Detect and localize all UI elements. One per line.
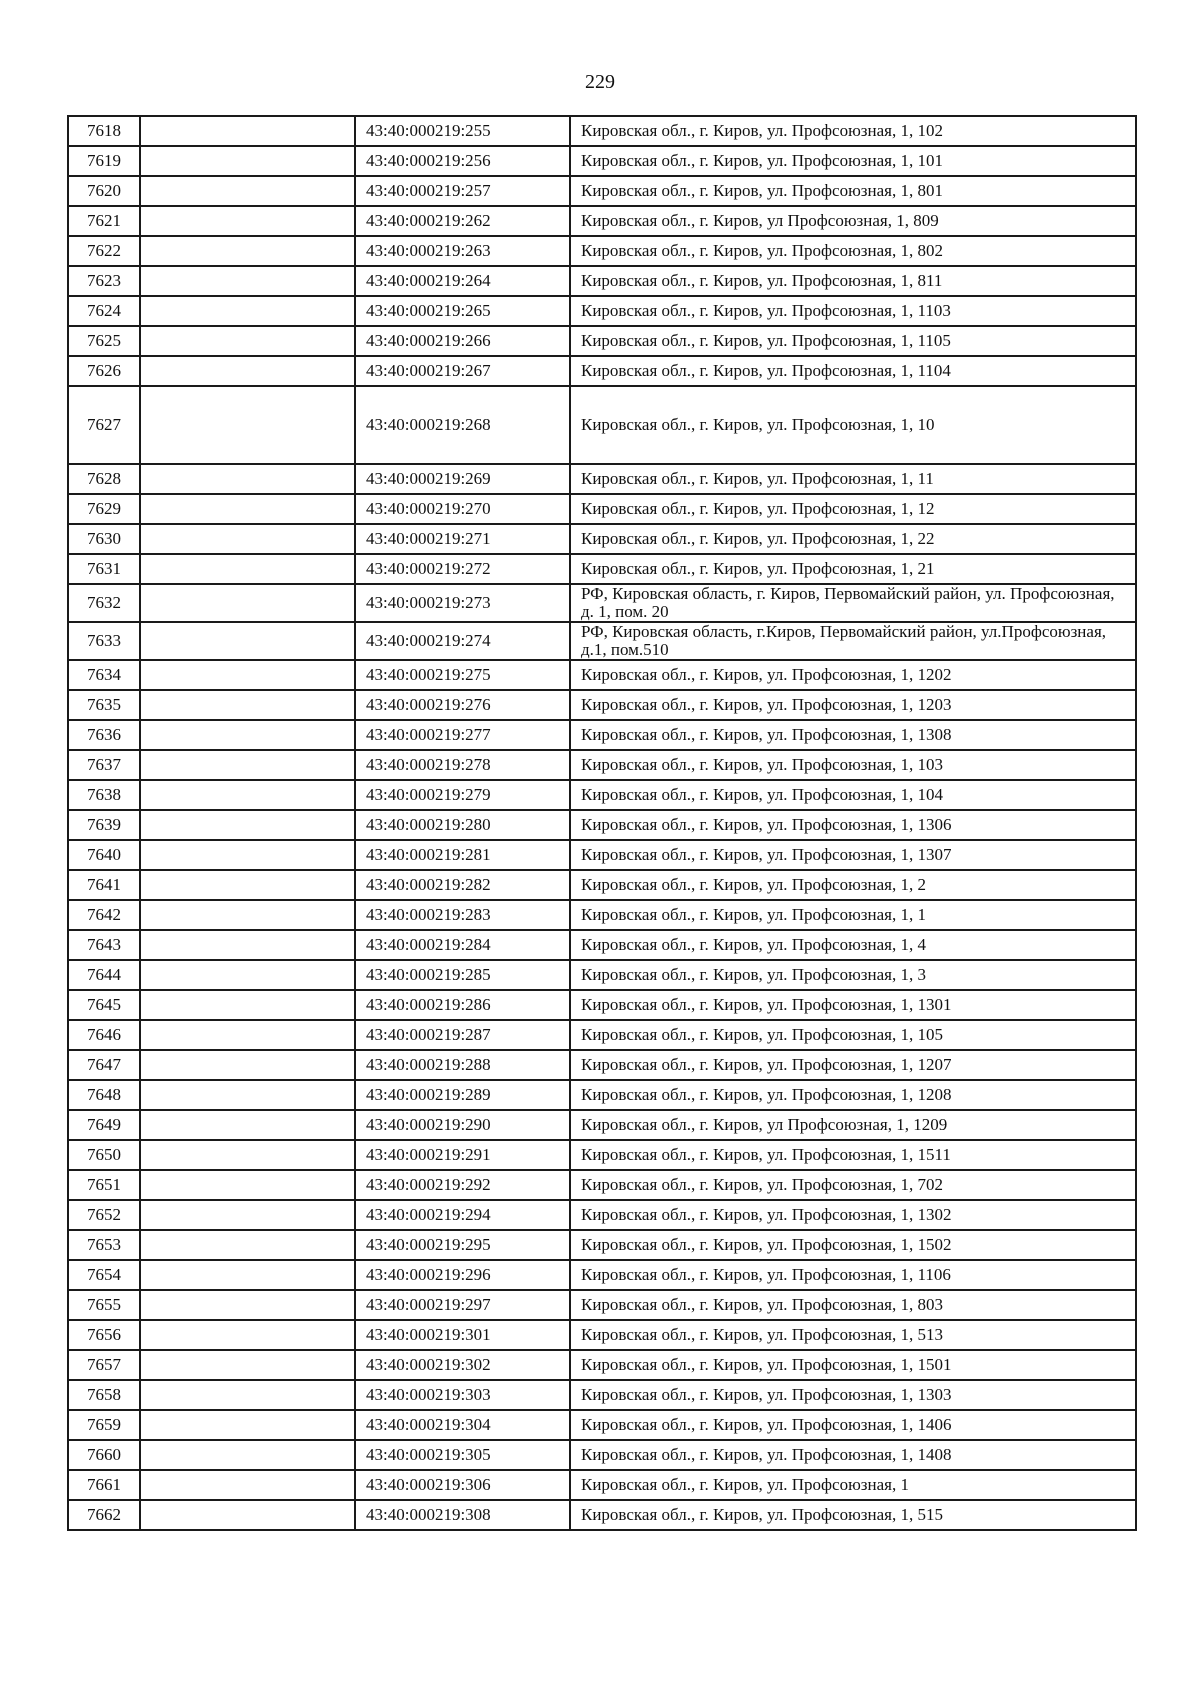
object-name-cell xyxy=(140,116,355,146)
address-cell: Кировская обл., г. Киров, ул. Профсоюзная, 1, 1306 xyxy=(570,810,1136,840)
address-cell: Кировская обл., г. Киров, ул. Профсоюзная, 1, 1502 xyxy=(570,1230,1136,1260)
row-number-cell: 7633 xyxy=(68,622,140,660)
object-name-cell xyxy=(140,990,355,1020)
cadastral-number-cell: 43:40:000219:273 xyxy=(355,584,570,622)
address-cell: Кировская обл., г. Киров, ул. Профсоюзная, 1, 1501 xyxy=(570,1350,1136,1380)
row-number-cell: 7655 xyxy=(68,1290,140,1320)
address-cell: Кировская обл., г. Киров, ул. Профсоюзная, 1, 702 xyxy=(570,1170,1136,1200)
cadastral-number-cell: 43:40:000219:286 xyxy=(355,990,570,1020)
registry-table-body xyxy=(68,116,1136,1530)
object-name-cell xyxy=(140,720,355,750)
cadastral-number-cell: 43:40:000219:279 xyxy=(355,780,570,810)
object-name-cell xyxy=(140,1440,355,1470)
object-name-cell xyxy=(140,1170,355,1200)
object-name-cell xyxy=(140,900,355,930)
row-number-cell: 7640 xyxy=(68,840,140,870)
address-cell: Кировская обл., г. Киров, ул. Профсоюзная, 1, 1208 xyxy=(570,1080,1136,1110)
row-number-cell: 7623 xyxy=(68,266,140,296)
object-name-cell xyxy=(140,1050,355,1080)
cadastral-number-cell: 43:40:000219:267 xyxy=(355,356,570,386)
table-row xyxy=(68,810,1136,840)
cadastral-number-cell: 43:40:000219:295 xyxy=(355,1230,570,1260)
address-cell: Кировская обл., г. Киров, ул. Профсоюзная, 1, 1105 xyxy=(570,326,1136,356)
table-row xyxy=(68,930,1136,960)
object-name-cell xyxy=(140,1080,355,1110)
table-row xyxy=(68,870,1136,900)
row-number-cell: 7630 xyxy=(68,524,140,554)
address-cell: Кировская обл., г. Киров, ул. Профсоюзная, 1, 803 xyxy=(570,1290,1136,1320)
table-row xyxy=(68,356,1136,386)
table-row xyxy=(68,1200,1136,1230)
row-number-cell: 7650 xyxy=(68,1140,140,1170)
table-row xyxy=(68,176,1136,206)
address-cell: Кировская обл., г. Киров, ул. Профсоюзная, 1, 1103 xyxy=(570,296,1136,326)
row-number-cell: 7621 xyxy=(68,206,140,236)
object-name-cell xyxy=(140,1320,355,1350)
object-name-cell xyxy=(140,206,355,236)
cadastral-number-cell: 43:40:000219:268 xyxy=(355,386,570,464)
cadastral-number-cell: 43:40:000219:294 xyxy=(355,1200,570,1230)
page-number: 229 xyxy=(585,71,615,93)
registry-table xyxy=(67,115,1137,1531)
row-number-cell: 7652 xyxy=(68,1200,140,1230)
cadastral-number-cell: 43:40:000219:255 xyxy=(355,116,570,146)
table-row xyxy=(68,720,1136,750)
address-cell: Кировская обл., г. Киров, ул. Профсоюзная, 1, 1203 xyxy=(570,690,1136,720)
address-cell: Кировская обл., г. Киров, ул. Профсоюзная, 1, 513 xyxy=(570,1320,1136,1350)
object-name-cell xyxy=(140,750,355,780)
table-row xyxy=(68,146,1136,176)
cadastral-number-cell: 43:40:000219:303 xyxy=(355,1380,570,1410)
table-row xyxy=(68,780,1136,810)
table-row xyxy=(68,494,1136,524)
object-name-cell xyxy=(140,356,355,386)
object-name-cell xyxy=(140,1110,355,1140)
address-cell: Кировская обл., г. Киров, ул. Профсоюзная, 1, 811 xyxy=(570,266,1136,296)
object-name-cell xyxy=(140,1200,355,1230)
cadastral-number-cell: 43:40:000219:285 xyxy=(355,960,570,990)
row-number-cell: 7651 xyxy=(68,1170,140,1200)
table-row xyxy=(68,1110,1136,1140)
address-cell: Кировская обл., г. Киров, ул. Профсоюзная, 1, 1302 xyxy=(570,1200,1136,1230)
cadastral-number-cell: 43:40:000219:278 xyxy=(355,750,570,780)
row-number-cell: 7644 xyxy=(68,960,140,990)
cadastral-number-cell: 43:40:000219:296 xyxy=(355,1260,570,1290)
object-name-cell xyxy=(140,1470,355,1500)
address-cell: Кировская обл., г. Киров, ул. Профсоюзная, 1, 103 xyxy=(570,750,1136,780)
address-cell: Кировская обл., г. Киров, ул. Профсоюзная, 1, 102 xyxy=(570,116,1136,146)
row-number-cell: 7618 xyxy=(68,116,140,146)
object-name-cell xyxy=(140,840,355,870)
row-number-cell: 7627 xyxy=(68,386,140,464)
cadastral-number-cell: 43:40:000219:275 xyxy=(355,660,570,690)
table-row xyxy=(68,1470,1136,1500)
object-name-cell xyxy=(140,622,355,660)
cadastral-number-cell: 43:40:000219:305 xyxy=(355,1440,570,1470)
address-cell: Кировская обл., г. Киров, ул. Профсоюзная, 1, 1104 xyxy=(570,356,1136,386)
cadastral-number-cell: 43:40:000219:282 xyxy=(355,870,570,900)
table-row xyxy=(68,840,1136,870)
cadastral-number-cell: 43:40:000219:289 xyxy=(355,1080,570,1110)
table-row xyxy=(68,584,1136,622)
row-number-cell: 7660 xyxy=(68,1440,140,1470)
table-row xyxy=(68,296,1136,326)
cadastral-number-cell: 43:40:000219:301 xyxy=(355,1320,570,1350)
row-number-cell: 7656 xyxy=(68,1320,140,1350)
address-cell: РФ, Кировская область, г. Киров, Первомайский район, ул. Профсоюзная, д. 1, пом. 20 xyxy=(570,584,1136,622)
row-number-cell: 7649 xyxy=(68,1110,140,1140)
table-row xyxy=(68,1080,1136,1110)
row-number-cell: 7646 xyxy=(68,1020,140,1050)
object-name-cell xyxy=(140,464,355,494)
row-number-cell: 7629 xyxy=(68,494,140,524)
table-row xyxy=(68,660,1136,690)
row-number-cell: 7643 xyxy=(68,930,140,960)
row-number-cell: 7639 xyxy=(68,810,140,840)
address-cell: Кировская обл., г. Киров, ул. Профсоюзная, 1, 4 xyxy=(570,930,1136,960)
table-row xyxy=(68,236,1136,266)
row-number-cell: 7642 xyxy=(68,900,140,930)
cadastral-number-cell: 43:40:000219:266 xyxy=(355,326,570,356)
object-name-cell xyxy=(140,780,355,810)
row-number-cell: 7658 xyxy=(68,1380,140,1410)
address-cell: РФ, Кировская область, г.Киров, Первомайский район, ул.Профсоюзная, д.1, пом.510 xyxy=(570,622,1136,660)
address-cell: Кировская обл., г. Киров, ул. Профсоюзная, 1, 21 xyxy=(570,554,1136,584)
row-number-cell: 7620 xyxy=(68,176,140,206)
row-number-cell: 7654 xyxy=(68,1260,140,1290)
object-name-cell xyxy=(140,584,355,622)
table-row xyxy=(68,1500,1136,1530)
row-number-cell: 7628 xyxy=(68,464,140,494)
object-name-cell xyxy=(140,1380,355,1410)
row-number-cell: 7641 xyxy=(68,870,140,900)
address-cell: Кировская обл., г. Киров, ул. Профсоюзная, 1, 1 xyxy=(570,900,1136,930)
row-number-cell: 7624 xyxy=(68,296,140,326)
table-row xyxy=(68,622,1136,660)
table-row xyxy=(68,1410,1136,1440)
address-cell: Кировская обл., г. Киров, ул Профсоюзная, 1, 809 xyxy=(570,206,1136,236)
row-number-cell: 7632 xyxy=(68,584,140,622)
object-name-cell xyxy=(140,326,355,356)
table-row xyxy=(68,1440,1136,1470)
cadastral-number-cell: 43:40:000219:280 xyxy=(355,810,570,840)
table-row xyxy=(68,960,1136,990)
cadastral-number-cell: 43:40:000219:283 xyxy=(355,900,570,930)
row-number-cell: 7659 xyxy=(68,1410,140,1440)
row-number-cell: 7631 xyxy=(68,554,140,584)
address-cell: Кировская обл., г. Киров, ул. Профсоюзная, 1, 10 xyxy=(570,386,1136,464)
table-row xyxy=(68,1260,1136,1290)
table-row xyxy=(68,326,1136,356)
cadastral-number-cell: 43:40:000219:274 xyxy=(355,622,570,660)
row-number-cell: 7645 xyxy=(68,990,140,1020)
row-number-cell: 7637 xyxy=(68,750,140,780)
cadastral-number-cell: 43:40:000219:304 xyxy=(355,1410,570,1440)
row-number-cell: 7625 xyxy=(68,326,140,356)
address-cell: Кировская обл., г. Киров, ул. Профсоюзная, 1, 1202 xyxy=(570,660,1136,690)
cadastral-number-cell: 43:40:000219:269 xyxy=(355,464,570,494)
table-row xyxy=(68,1230,1136,1260)
address-cell: Кировская обл., г. Киров, ул. Профсоюзная, 1, 22 xyxy=(570,524,1136,554)
row-number-cell: 7635 xyxy=(68,690,140,720)
cadastral-number-cell: 43:40:000219:265 xyxy=(355,296,570,326)
cadastral-number-cell: 43:40:000219:290 xyxy=(355,1110,570,1140)
row-number-cell: 7634 xyxy=(68,660,140,690)
cadastral-number-cell: 43:40:000219:292 xyxy=(355,1170,570,1200)
object-name-cell xyxy=(140,1290,355,1320)
object-name-cell xyxy=(140,1500,355,1530)
cadastral-number-cell: 43:40:000219:271 xyxy=(355,524,570,554)
address-cell: Кировская обл., г. Киров, ул. Профсоюзная, 1, 515 xyxy=(570,1500,1136,1530)
object-name-cell xyxy=(140,386,355,464)
row-number-cell: 7622 xyxy=(68,236,140,266)
object-name-cell xyxy=(140,930,355,960)
table-row xyxy=(68,1380,1136,1410)
table-row xyxy=(68,266,1136,296)
table-row xyxy=(68,690,1136,720)
address-cell: Кировская обл., г. Киров, ул. Профсоюзная, 1, 1408 xyxy=(570,1440,1136,1470)
address-cell: Кировская обл., г. Киров, ул. Профсоюзная, 1, 101 xyxy=(570,146,1136,176)
cadastral-number-cell: 43:40:000219:262 xyxy=(355,206,570,236)
address-cell: Кировская обл., г. Киров, ул. Профсоюзная, 1, 105 xyxy=(570,1020,1136,1050)
object-name-cell xyxy=(140,236,355,266)
object-name-cell xyxy=(140,1410,355,1440)
object-name-cell xyxy=(140,266,355,296)
row-number-cell: 7662 xyxy=(68,1500,140,1530)
object-name-cell xyxy=(140,660,355,690)
object-name-cell xyxy=(140,176,355,206)
address-cell: Кировская обл., г. Киров, ул. Профсоюзная, 1, 1511 xyxy=(570,1140,1136,1170)
object-name-cell xyxy=(140,1350,355,1380)
table-row xyxy=(68,1140,1136,1170)
address-cell: Кировская обл., г. Киров, ул. Профсоюзная, 1, 1307 xyxy=(570,840,1136,870)
table-row xyxy=(68,990,1136,1020)
table-row xyxy=(68,900,1136,930)
table-row xyxy=(68,750,1136,780)
row-number-cell: 7647 xyxy=(68,1050,140,1080)
object-name-cell xyxy=(140,524,355,554)
cadastral-number-cell: 43:40:000219:308 xyxy=(355,1500,570,1530)
object-name-cell xyxy=(140,1260,355,1290)
table-row xyxy=(68,116,1136,146)
cadastral-number-cell: 43:40:000219:284 xyxy=(355,930,570,960)
object-name-cell xyxy=(140,870,355,900)
cadastral-number-cell: 43:40:000219:297 xyxy=(355,1290,570,1320)
address-cell: Кировская обл., г. Киров, ул. Профсоюзная, 1, 1301 xyxy=(570,990,1136,1020)
address-cell: Кировская обл., г. Киров, ул. Профсоюзная, 1, 1303 xyxy=(570,1380,1136,1410)
row-number-cell: 7657 xyxy=(68,1350,140,1380)
address-cell: Кировская обл., г. Киров, ул. Профсоюзная, 1, 1106 xyxy=(570,1260,1136,1290)
row-number-cell: 7648 xyxy=(68,1080,140,1110)
address-cell: Кировская обл., г. Киров, ул. Профсоюзная, 1, 2 xyxy=(570,870,1136,900)
address-cell: Кировская обл., г. Киров, ул. Профсоюзная, 1, 3 xyxy=(570,960,1136,990)
cadastral-number-cell: 43:40:000219:277 xyxy=(355,720,570,750)
row-number-cell: 7619 xyxy=(68,146,140,176)
row-number-cell: 7661 xyxy=(68,1470,140,1500)
address-cell: Кировская обл., г. Киров, ул. Профсоюзная, 1, 104 xyxy=(570,780,1136,810)
table-row xyxy=(68,1170,1136,1200)
cadastral-number-cell: 43:40:000219:288 xyxy=(355,1050,570,1080)
object-name-cell xyxy=(140,690,355,720)
object-name-cell xyxy=(140,494,355,524)
cadastral-number-cell: 43:40:000219:276 xyxy=(355,690,570,720)
cadastral-number-cell: 43:40:000219:263 xyxy=(355,236,570,266)
cadastral-number-cell: 43:40:000219:256 xyxy=(355,146,570,176)
cadastral-number-cell: 43:40:000219:302 xyxy=(355,1350,570,1380)
object-name-cell xyxy=(140,554,355,584)
cadastral-number-cell: 43:40:000219:287 xyxy=(355,1020,570,1050)
object-name-cell xyxy=(140,146,355,176)
address-cell: Кировская обл., г. Киров, ул. Профсоюзная, 1, 12 xyxy=(570,494,1136,524)
table-row xyxy=(68,206,1136,236)
cadastral-number-cell: 43:40:000219:306 xyxy=(355,1470,570,1500)
table-row xyxy=(68,554,1136,584)
table-row xyxy=(68,464,1136,494)
row-number-cell: 7653 xyxy=(68,1230,140,1260)
address-cell: Кировская обл., г. Киров, ул. Профсоюзная, 1, 1406 xyxy=(570,1410,1136,1440)
table-row xyxy=(68,1320,1136,1350)
table-row xyxy=(68,386,1136,464)
address-cell: Кировская обл., г. Киров, ул. Профсоюзная, 1, 801 xyxy=(570,176,1136,206)
object-name-cell xyxy=(140,1230,355,1260)
object-name-cell xyxy=(140,296,355,326)
row-number-cell: 7636 xyxy=(68,720,140,750)
table-row xyxy=(68,524,1136,554)
address-cell: Кировская обл., г. Киров, ул. Профсоюзная, 1, 1207 xyxy=(570,1050,1136,1080)
address-cell: Кировская обл., г. Киров, ул. Профсоюзная, 1 xyxy=(570,1470,1136,1500)
cadastral-number-cell: 43:40:000219:257 xyxy=(355,176,570,206)
cadastral-number-cell: 43:40:000219:281 xyxy=(355,840,570,870)
table-row xyxy=(68,1350,1136,1380)
table-row xyxy=(68,1050,1136,1080)
table-row xyxy=(68,1290,1136,1320)
object-name-cell xyxy=(140,960,355,990)
address-cell: Кировская обл., г. Киров, ул. Профсоюзная, 1, 1308 xyxy=(570,720,1136,750)
address-cell: Кировская обл., г. Киров, ул. Профсоюзная, 1, 802 xyxy=(570,236,1136,266)
object-name-cell xyxy=(140,1020,355,1050)
row-number-cell: 7626 xyxy=(68,356,140,386)
address-cell: Кировская обл., г. Киров, ул Профсоюзная, 1, 1209 xyxy=(570,1110,1136,1140)
cadastral-number-cell: 43:40:000219:264 xyxy=(355,266,570,296)
object-name-cell xyxy=(140,1140,355,1170)
row-number-cell: 7638 xyxy=(68,780,140,810)
cadastral-number-cell: 43:40:000219:291 xyxy=(355,1140,570,1170)
cadastral-number-cell: 43:40:000219:272 xyxy=(355,554,570,584)
address-cell: Кировская обл., г. Киров, ул. Профсоюзная, 1, 11 xyxy=(570,464,1136,494)
cadastral-number-cell: 43:40:000219:270 xyxy=(355,494,570,524)
table-row xyxy=(68,1020,1136,1050)
object-name-cell xyxy=(140,810,355,840)
